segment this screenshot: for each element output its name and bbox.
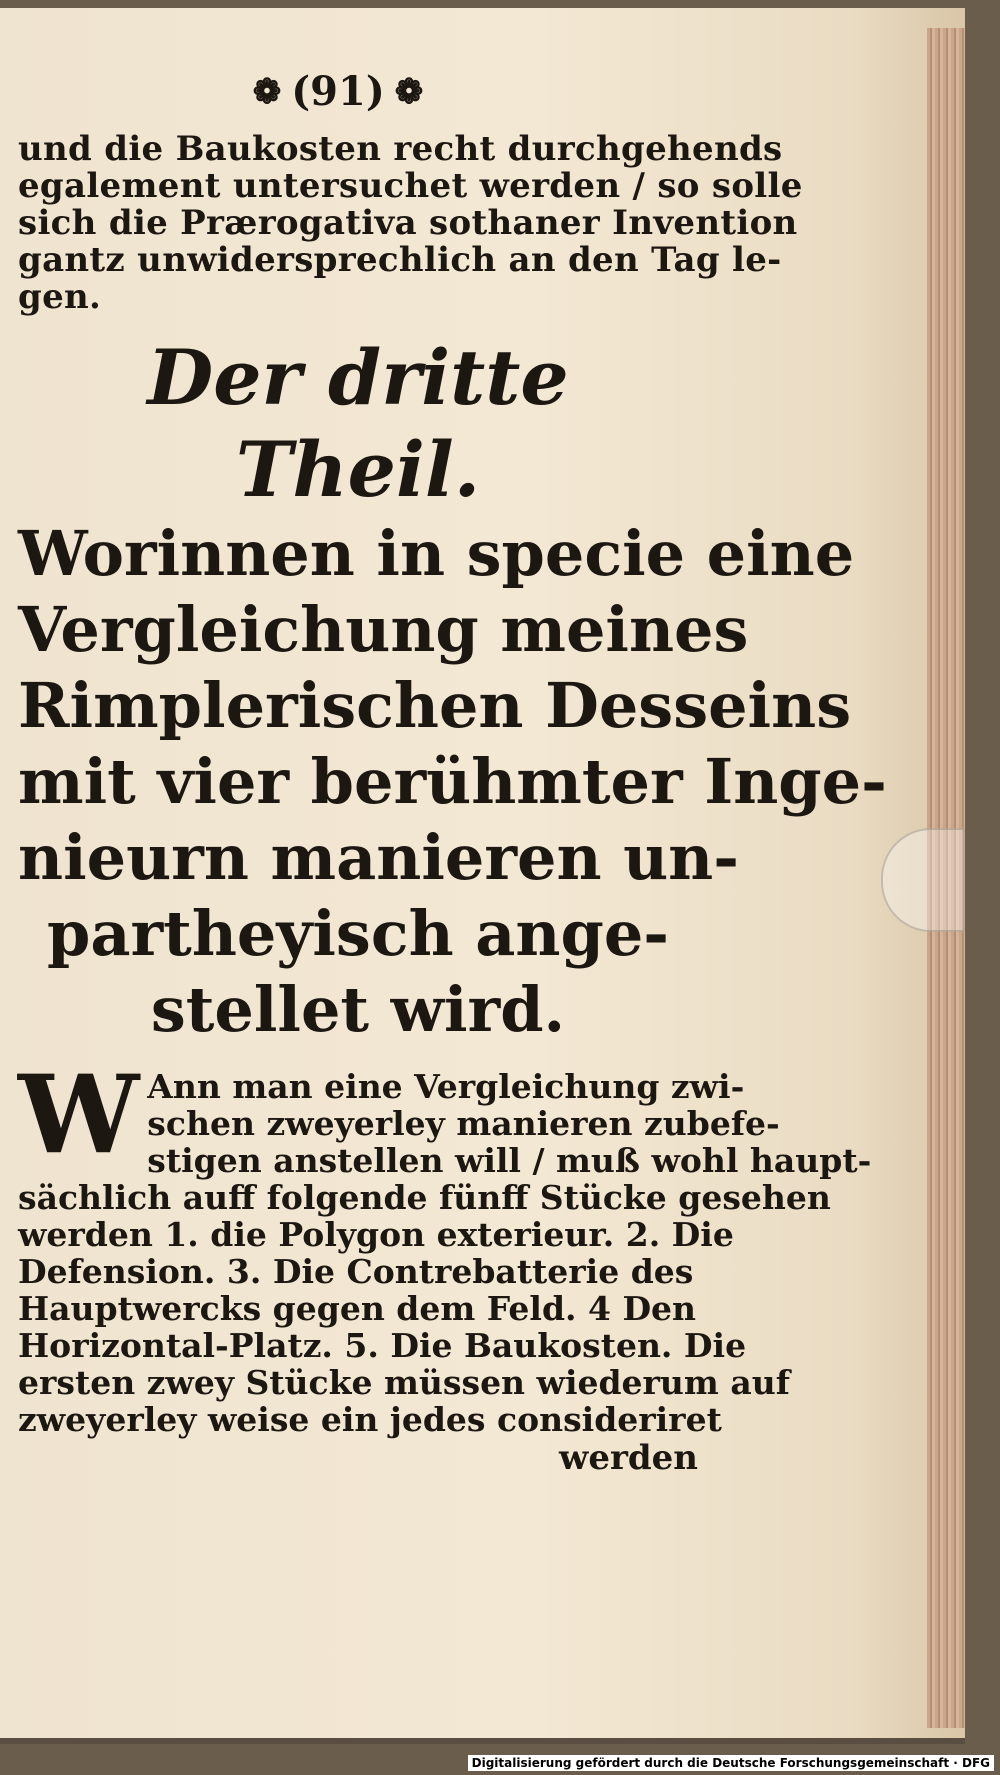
drop-cap: W (18, 1052, 140, 1178)
subtitle-line: nieurn manieren un- (18, 821, 739, 894)
body-paragraph (18, 1052, 872, 1439)
subtitle-line: partheyisch ange- (46, 897, 670, 970)
text-line: schen zweyerley manieren zubefe- (147, 1104, 780, 1143)
text-line: egalement untersuchet werden / so solle (18, 166, 803, 206)
catchword: werden (559, 1438, 698, 1478)
text-line: zweyerley weise ein jedes consideriret (18, 1400, 722, 1439)
text-line: gen. (18, 277, 102, 317)
subtitle-line: Vergleichung meines (18, 593, 749, 666)
text-block (18, 68, 887, 1478)
subtitle (18, 516, 887, 1048)
text-line: Defension. 3. Die Contrebatterie des (18, 1252, 694, 1291)
intro-text (18, 129, 803, 317)
book-page (0, 8, 965, 1744)
section-title: Der dritte Theil. (147, 333, 569, 514)
subtitle-line: stellet wird. (150, 973, 566, 1046)
footer-credit: Digitalisierung gefördert durch die Deutsche Forschungsgemeinschaft · DFG (468, 1755, 994, 1771)
page-number: (91) (291, 68, 385, 115)
text-line: Hauptwercks gegen dem Feld. 4 Den (18, 1289, 697, 1328)
ornament-right-icon: ❁ (394, 71, 424, 112)
text-line: und die Baukosten recht durchgehends (18, 129, 783, 169)
subtitle-line: Worinnen in specie eine (18, 517, 855, 590)
page-clip (881, 828, 965, 932)
text-line: sächlich auff folgende fünff Stücke gesehen (18, 1178, 831, 1217)
ornament-left-icon: ❁ (252, 71, 282, 112)
text-line: gantz unwidersprechlich an den Tag le- (18, 240, 782, 280)
page-header (78, 68, 598, 115)
text-line: sich die Prærogativa sothaner Invention (18, 203, 798, 243)
text-line: Ann man eine Vergleichung zwi- (147, 1067, 745, 1106)
text-line: stigen anstellen will / muß wohl haupt- (147, 1141, 872, 1180)
subtitle-line: mit vier berühmter Inge- (18, 745, 887, 818)
text-line: ersten zwey Stücke müssen wiederum auf (18, 1363, 790, 1402)
subtitle-line: Rimplerischen Desseins (18, 669, 852, 742)
text-line: werden 1. die Polygon exterieur. 2. Die (18, 1215, 734, 1254)
text-line: Horizontal-Platz. 5. Die Baukosten. Die (18, 1326, 747, 1365)
